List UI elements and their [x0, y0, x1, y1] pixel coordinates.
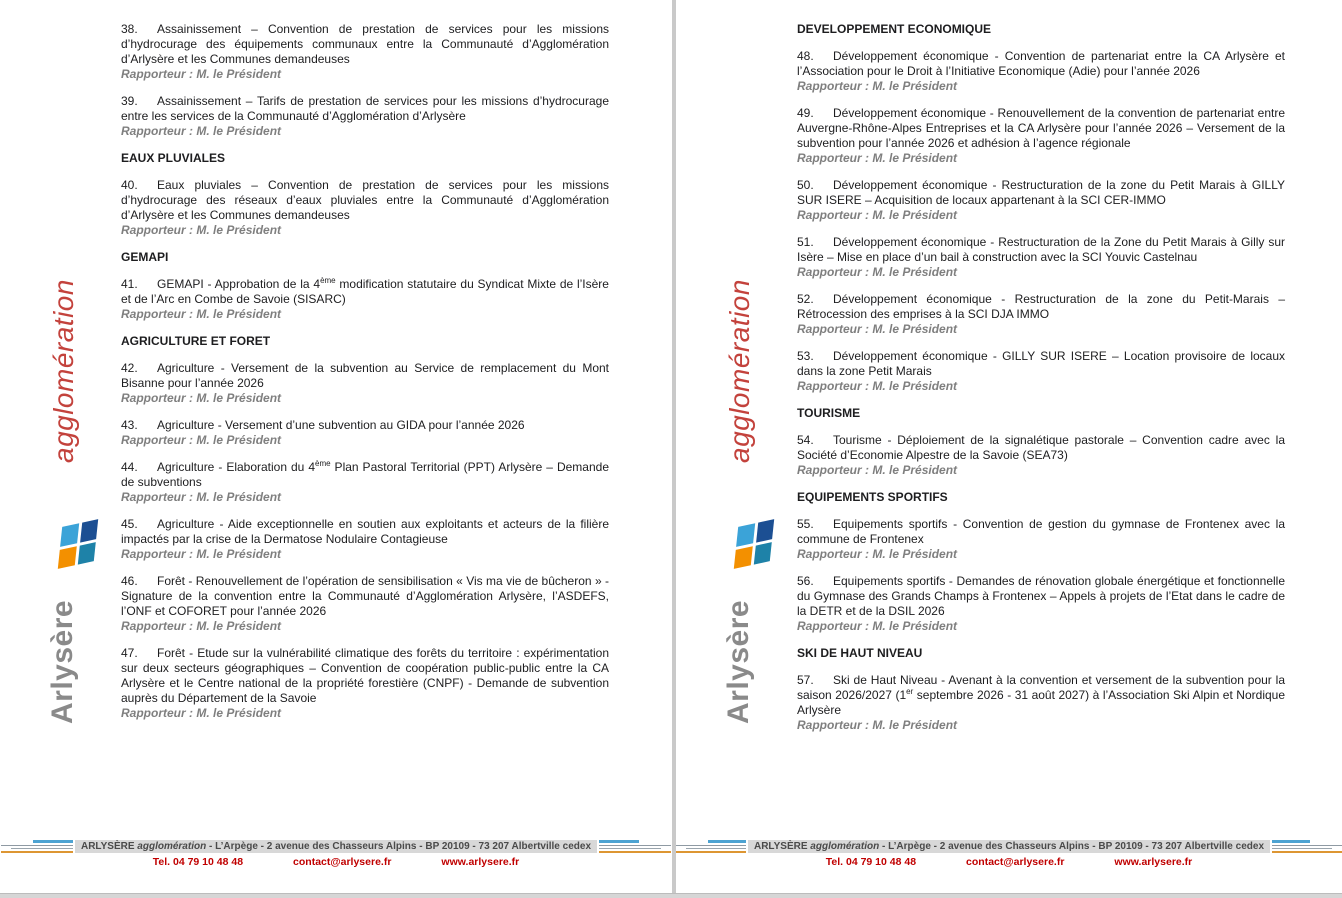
- rapporteur-line: Rapporteur : M. le Président: [797, 151, 958, 165]
- item-number: 46.: [121, 574, 138, 588]
- footer-email: contact@arlysere.fr: [966, 856, 1065, 868]
- rapporteur-line: Rapporteur : M. le Président: [797, 208, 958, 222]
- item-number: 49.: [797, 106, 814, 120]
- rapporteur-line: Rapporteur : M. le Président: [797, 79, 958, 93]
- footer-deco-lines-left-icon: [1, 840, 73, 853]
- rapporteur-line: Rapporteur : M. le Président: [121, 706, 282, 720]
- footer-address-rest: - L’Arpège - 2 avenue des Chasseurs Alpins - BP 20109 - 73 207 Albertville cedex: [879, 841, 1265, 852]
- agenda-item: 47. Forêt - Etude sur la vulnérabilité climatique des forêts du territoire : expérimentation sur deux secteurs géographiques – Convention de coopération public-public entre la CA Arlysère et le Centre national de la propriété forestière (CNPF) - Demande de subvention auprès du Département de la Savoie Rapporteur : M. le Président: [121, 646, 609, 720]
- footer-phone: Tel. 04 79 10 48 48: [152, 856, 244, 868]
- logo-square-teal: [77, 542, 96, 565]
- sidebar-agglomeration-text: agglomération: [48, 279, 79, 463]
- rapporteur-line: Rapporteur : M. le Président: [797, 379, 958, 393]
- item-number: 52.: [797, 292, 814, 306]
- footer-deco-lines-left-icon: [676, 840, 746, 853]
- item-number: 45.: [121, 517, 138, 531]
- logo-square-teal: [753, 542, 772, 565]
- section-heading: TOURISME: [797, 406, 861, 420]
- item-number: 48.: [797, 49, 814, 63]
- superscript: er: [906, 687, 914, 696]
- item-number: 44.: [121, 460, 138, 474]
- rapporteur-line: Rapporteur : M. le Président: [797, 718, 958, 732]
- agenda-item: 48. Développement économique - Convention de partenariat entre la CA Arlysère et l’Association pour le Droit à l’Initiative Economique (Adie) pour l’année 2026 Rapporteur : M. le Président: [797, 49, 1285, 93]
- logo-square-lightblue: [736, 523, 755, 546]
- rapporteur-line: Rapporteur : M. le Président: [797, 265, 958, 279]
- agenda-item: 41. GEMAPI - Approbation de la 4ème modification statutaire du Syndicat Mixte de l’Isère et de l’Arc en Combe de Savoie (SISARC) Rapporteur : M. le Président: [121, 276, 609, 321]
- section-heading: EAUX PLUVIALES: [121, 151, 226, 165]
- footer-email: contact@arlysere.fr: [293, 856, 392, 868]
- footer-address-row: [0, 840, 672, 853]
- footer-website: www.arlysere.fr: [441, 856, 520, 868]
- rapporteur-line: Rapporteur : M. le Président: [797, 463, 958, 477]
- agenda-item: 54. Tourisme - Déploiement de la signalétique pastorale – Convention cadre avec la Société d’Economie Alpestre de la Savoie (SEA73) Rapporteur : M. le Président: [797, 433, 1285, 477]
- item-number: 41.: [121, 277, 138, 291]
- page-footer: [0, 840, 672, 868]
- section-heading: DEVELOPPEMENT ECONOMIQUE: [797, 22, 992, 36]
- footer-contact-row: [0, 856, 672, 868]
- agenda-item: 53. Développement économique - GILLY SUR ISERE – Location provisoire de locaux dans la zone Petit Marais Rapporteur : M. le Président: [797, 349, 1285, 393]
- arlysere-logo: [58, 519, 98, 569]
- footer-org-suffix: agglomération: [810, 841, 880, 852]
- agenda-item: 55. Equipements sportifs - Convention de gestion du gymnase de Frontenex avec la commune de Frontenex Rapporteur : M. le Président: [797, 517, 1285, 561]
- rapporteur-line: Rapporteur : M. le Président: [121, 307, 282, 321]
- item-number: 38.: [121, 22, 138, 36]
- footer-address: [75, 840, 597, 853]
- footer-address-rest: - L’Arpège - 2 avenue des Chasseurs Alpins - BP 20109 - 73 207 Albertville cedex: [206, 841, 592, 852]
- item-number: 53.: [797, 349, 814, 363]
- footer-deco-lines-right-icon: [1272, 840, 1342, 853]
- section-heading: SKI DE HAUT NIVEAU: [797, 646, 923, 660]
- rapporteur-line: Rapporteur : M. le Président: [797, 547, 958, 561]
- footer-website: www.arlysere.fr: [1114, 856, 1193, 868]
- agenda-item: 46. Forêt - Renouvellement de l’opération de sensibilisation « Vis ma vie de bûcheron » - Signature de la convention entre la Communauté d’Agglomération Arlysère, l’ASDEFS, l’ONF et COFORET pour l’année 2026 Rapporteur : M. le Président: [121, 574, 609, 633]
- footer-contact-row: [676, 856, 1342, 868]
- agenda-item: 56. Equipements sportifs - Demandes de rénovation globale énergétique et fonctionnelle du Gymnase des Grands Champs à Frontenex – Appels à projets de l’Etat dans le cadre de la DETR et de la DSIL 2026 Rapporteur : M. le Président: [797, 574, 1285, 633]
- page-content: [121, 22, 609, 733]
- page-1: [0, 0, 672, 893]
- section-heading: EQUIPEMENTS SPORTIFS: [797, 490, 948, 504]
- item-number: 55.: [797, 517, 814, 531]
- page-footer: [676, 840, 1342, 868]
- superscript: ème: [315, 459, 331, 468]
- footer-phone: Tel. 04 79 10 48 48: [825, 856, 917, 868]
- sidebar-agglomeration-text: agglomération: [724, 279, 755, 463]
- logo-square-darkblue: [80, 519, 99, 542]
- rapporteur-line: Rapporteur : M. le Président: [121, 490, 282, 504]
- rapporteur-line: Rapporteur : M. le Président: [121, 67, 282, 81]
- item-number: 47.: [121, 646, 138, 660]
- item-number: 39.: [121, 94, 138, 108]
- rapporteur-line: Rapporteur : M. le Président: [121, 433, 282, 447]
- footer-org-name: ARLYSÈRE: [80, 841, 135, 852]
- footer-org-name: ARLYSÈRE: [753, 841, 808, 852]
- superscript: ème: [320, 276, 336, 285]
- page-2: [676, 0, 1342, 893]
- viewer-bottom-gap: [0, 893, 1342, 898]
- agenda-item: 45. Agriculture - Aide exceptionnelle en soutien aux exploitants et acteurs de la filière impactés par la crise de la Dermatose Nodulaire Contagieuse Rapporteur : M. le Président: [121, 517, 609, 561]
- agenda-item: 50. Développement économique - Restructuration de la zone du Petit Marais à GILLY SUR ISERE – Acquisition de locaux appartenant à la SCI CER-IMMO Rapporteur : M. le Président: [797, 178, 1285, 222]
- item-number: 50.: [797, 178, 814, 192]
- agenda-item: 40. Eaux pluviales – Convention de prestation de services pour les missions d’hydrocurage des réseaux d’eaux pluviales entre la Communauté d’Agglomération d’Arlysère et les Communes demandeuses Rapporteur : M. le Président: [121, 178, 609, 237]
- agenda-item: 49. Développement économique - Renouvellement de la convention de partenariat entre Auvergne-Rhône-Alpes Entreprises et la CA Arlysère pour l’année 2026 – Versement de la subvention pour l’année 2026 et adhésion à l’agence régionale Rapporteur : M. le Président: [797, 106, 1285, 165]
- rapporteur-line: Rapporteur : M. le Président: [121, 391, 282, 405]
- item-number: 57.: [797, 673, 814, 687]
- agenda-item: 39. Assainissement – Tarifs de prestation de services pour les missions d’hydrocurage entre les services de la Communauté d’Agglomération d’Arlysère Rapporteur : M. le Président: [121, 94, 609, 138]
- arlysere-logo: [734, 519, 774, 569]
- section-heading: GEMAPI: [121, 250, 169, 264]
- logo-square-darkblue: [756, 519, 775, 542]
- footer-address-row: [676, 840, 1342, 853]
- agenda-item: 52. Développement économique - Restructuration de la zone du Petit-Marais – Rétrocession des emprises à la SCI DJA IMMO Rapporteur : M. le Président: [797, 292, 1285, 336]
- item-number: 56.: [797, 574, 814, 588]
- logo-square-lightblue: [60, 523, 79, 546]
- logo-square-orange: [58, 546, 77, 569]
- agenda-item: 57. Ski de Haut Niveau - Avenant à la convention et versement de la subvention pour la saison 2026/2027 (1er septembre 2026 - 31 août 2027) à l’Association Ski Alpin et Nordique Arlysère Rapporteur : M. le Président: [797, 673, 1286, 732]
- section-heading: AGRICULTURE ET FORET: [121, 334, 271, 348]
- item-number: 54.: [797, 433, 814, 447]
- page-content: [797, 22, 1285, 745]
- agenda-item: 43. Agriculture - Versement d’une subvention au GIDA pour l’année 2026 Rapporteur : M. le Président: [121, 418, 609, 448]
- sidebar-arlysere-text: Arlysère: [722, 599, 755, 725]
- rapporteur-line: Rapporteur : M. le Président: [121, 619, 282, 633]
- agenda-item: 42. Agriculture - Versement de la subvention au Service de remplacement du Mont Bisanne pour l’année 2026 Rapporteur : M. le Président: [121, 361, 609, 405]
- item-number: 43.: [121, 418, 138, 432]
- rapporteur-line: Rapporteur : M. le Président: [797, 322, 958, 336]
- rapporteur-line: Rapporteur : M. le Président: [121, 124, 282, 138]
- rapporteur-line: Rapporteur : M. le Président: [797, 619, 958, 633]
- footer-deco-lines-right-icon: [599, 840, 671, 853]
- item-number: 40.: [121, 178, 138, 192]
- agenda-item: 44. Agriculture - Elaboration du 4ème Plan Pastoral Territorial (PPT) Arlysère – Demande de subventions Rapporteur : M. le Président: [121, 459, 609, 504]
- item-number: 42.: [121, 361, 138, 375]
- footer-org-suffix: agglomération: [137, 841, 207, 852]
- agenda-item: 51. Développement économique - Restructuration de la Zone du Petit Marais à Gilly sur Isère – Mise en place d’un bail à construction avec la SCI Youvic Castelnau Rapporteur : M. le Président: [797, 235, 1285, 279]
- footer-address: [748, 840, 1270, 853]
- agenda-item: 38. Assainissement – Convention de prestation de services pour les missions d’hydrocurage des équipements communaux entre la Communauté d’Agglomération d’Arlysère et les Communes demandeuses Rapporteur : M. le Président: [121, 22, 609, 81]
- item-number: 51.: [797, 235, 814, 249]
- rapporteur-line: Rapporteur : M. le Président: [121, 547, 282, 561]
- sidebar-arlysere-text: Arlysère: [46, 599, 79, 725]
- rapporteur-line: Rapporteur : M. le Président: [121, 223, 282, 237]
- logo-square-orange: [734, 546, 753, 569]
